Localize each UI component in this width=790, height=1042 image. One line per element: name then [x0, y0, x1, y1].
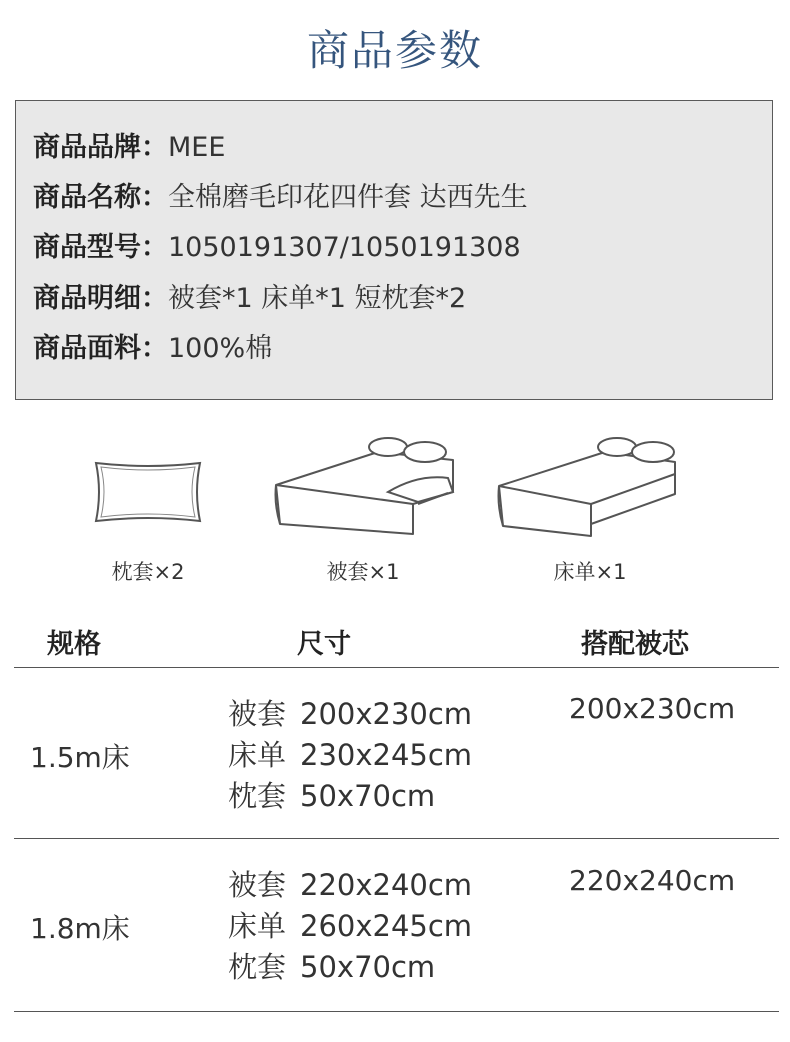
pillowcase-caption: 枕套×2	[111, 560, 185, 584]
detail-size: 220x240cm	[300, 868, 473, 902]
detail-size: 50x70cm	[300, 779, 436, 813]
bed-sheet-caption: 床单×1	[553, 560, 627, 584]
spec-row-model	[33, 228, 521, 268]
detail-item: 枕套	[228, 950, 287, 984]
spec-row-fabric	[33, 329, 272, 369]
bed-sheet-icon	[493, 430, 683, 540]
page-title: 商品参数	[306, 26, 483, 75]
table-divider	[14, 1011, 779, 1012]
spec-label: 商品型号：	[33, 232, 168, 263]
spec-box	[15, 100, 773, 400]
table-header-size: 尺寸	[297, 629, 351, 660]
spec-value: 被套*1 床单*1 短枕套*2	[168, 283, 467, 314]
detail-size: 260x245cm	[300, 909, 473, 943]
pillowcase-icon	[88, 455, 208, 530]
duvet-insert-size: 220x240cm	[569, 864, 736, 897]
spec-label: 商品明细：	[33, 283, 168, 314]
bed-size-label: 1.5m床	[30, 741, 130, 774]
spec-value: MEE	[168, 132, 226, 163]
detail-line	[228, 776, 435, 816]
spec-label: 商品名称：	[33, 182, 168, 213]
table-header-duvet-insert: 搭配被芯	[581, 629, 689, 660]
detail-item: 床单	[228, 909, 287, 943]
table-divider	[14, 838, 779, 839]
table-header-spec: 规格	[47, 629, 101, 660]
spec-value: 100%棉	[168, 333, 273, 364]
spec-row-details	[33, 279, 466, 319]
spec-label: 商品品牌：	[33, 132, 168, 163]
spec-value: 1050191307/1050191308	[168, 232, 521, 263]
detail-size: 200x230cm	[300, 697, 473, 731]
spec-row-name	[33, 178, 528, 218]
detail-size: 50x70cm	[300, 950, 436, 984]
detail-size: 230x245cm	[300, 738, 473, 772]
detail-line	[228, 735, 472, 775]
bed-size-label: 1.8m床	[30, 912, 130, 945]
duvet-cover-caption: 被套×1	[326, 560, 400, 584]
detail-line	[228, 694, 472, 734]
detail-item: 被套	[228, 697, 287, 731]
duvet-cover-icon	[268, 430, 458, 540]
detail-item: 枕套	[228, 779, 287, 813]
duvet-insert-size: 200x230cm	[569, 692, 736, 725]
detail-line	[228, 906, 472, 946]
table-divider	[14, 667, 779, 668]
spec-label: 商品面料：	[33, 333, 168, 364]
spec-value: 全棉磨毛印花四件套 达西先生	[168, 182, 528, 213]
detail-line	[228, 947, 435, 987]
detail-line	[228, 865, 472, 905]
spec-row-brand	[33, 128, 225, 168]
detail-item: 床单	[228, 738, 287, 772]
detail-item: 被套	[228, 868, 287, 902]
